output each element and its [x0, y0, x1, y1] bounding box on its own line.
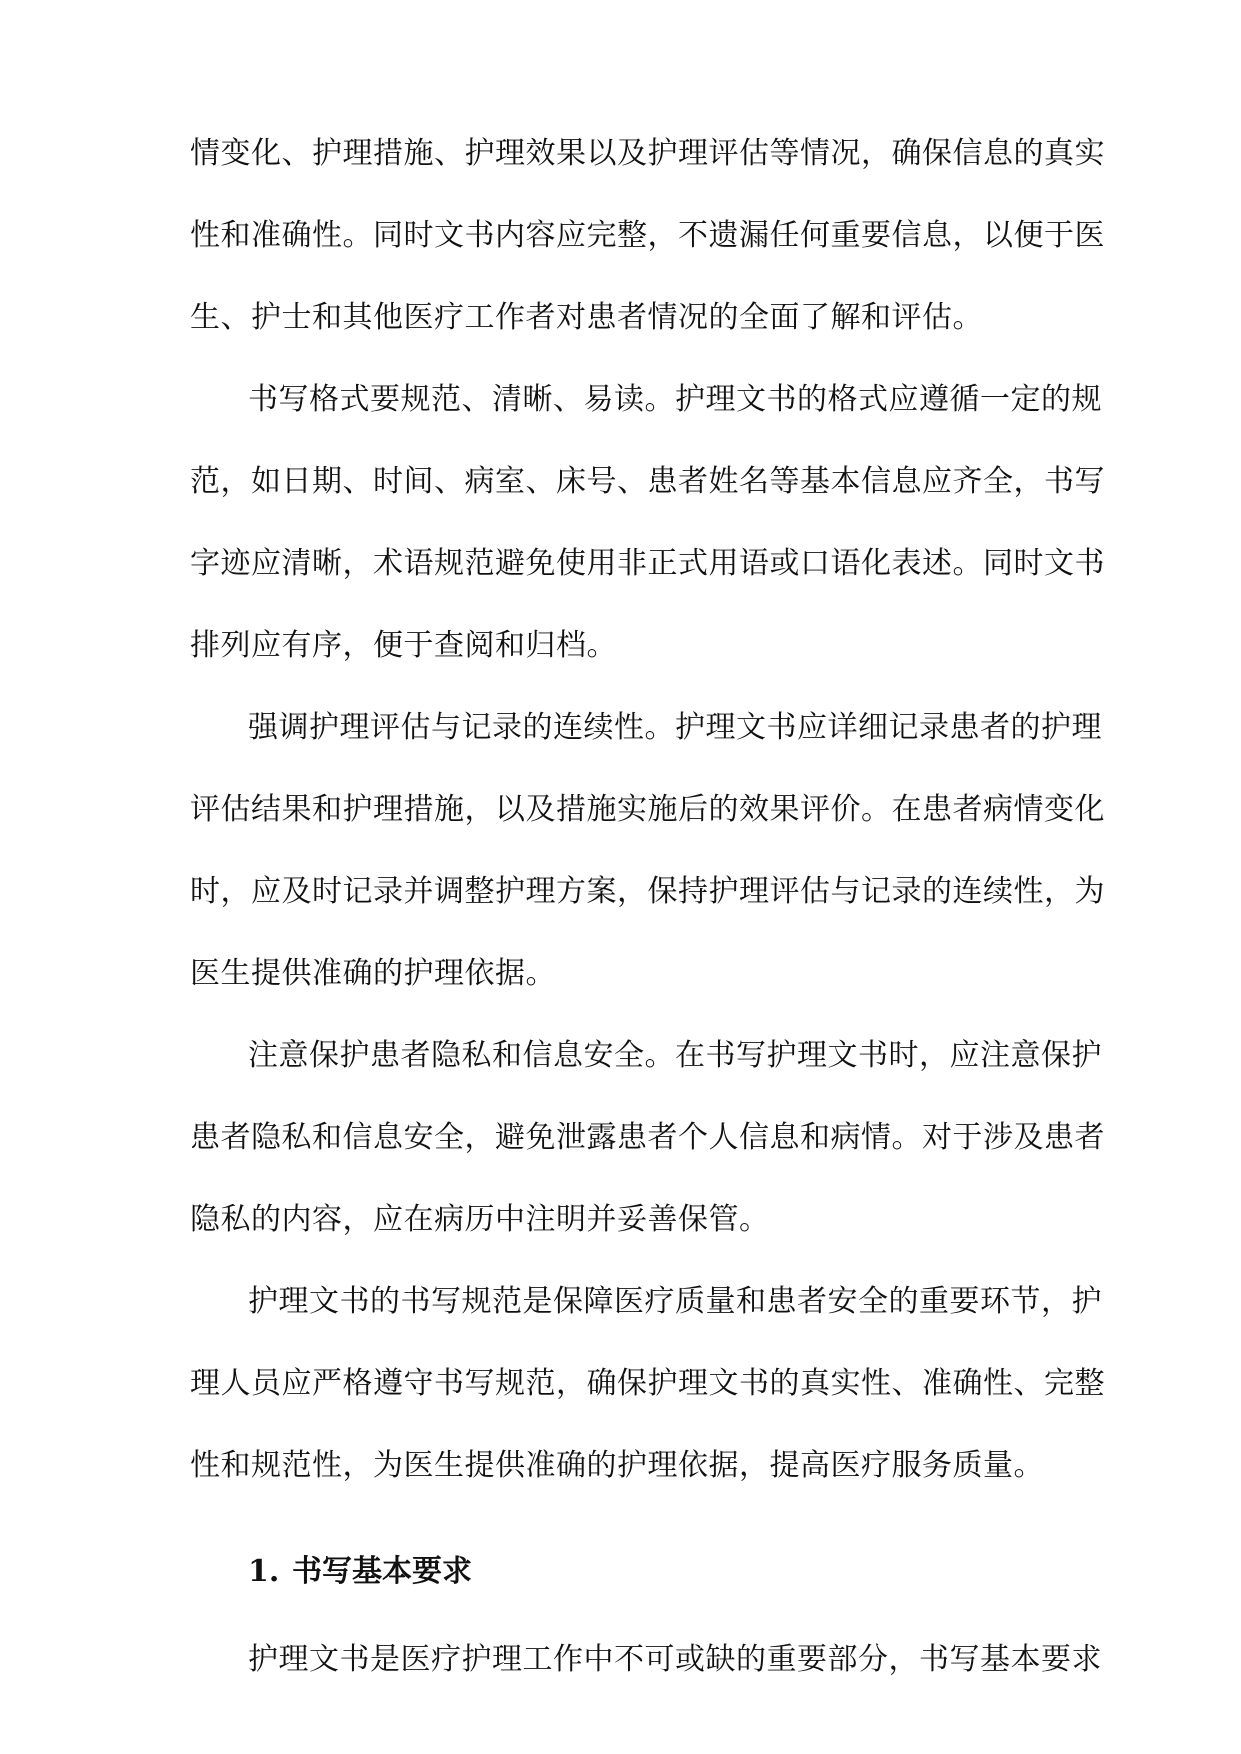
- paragraph-line: 排列应有序，便于查阅和归档。: [190, 628, 617, 663]
- paragraph-line: 范，如日期、时间、病室、床号、患者姓名等基本信息应齐全，书写: [190, 464, 1105, 499]
- paragraph-line: 护理文书是医疗护理工作中不可或缺的重要部分，书写基本要求: [248, 1642, 1102, 1677]
- section-number: 1.: [248, 1554, 280, 1589]
- paragraph-line: 情变化、护理措施、护理效果以及护理评估等情况，确保信息的真实: [190, 136, 1105, 171]
- paragraph-line: 理人员应严格遵守书写规范，确保护理文书的真实性、准确性、完整: [190, 1366, 1105, 1401]
- paragraph-line: 性和准确性。同时文书内容应完整，不遗漏任何重要信息，以便于医: [190, 218, 1105, 253]
- paragraph-line: 隐私的内容，应在病历中注明并妥善保管。: [190, 1202, 770, 1237]
- paragraph-line: 时，应及时记录并调整护理方案，保持护理评估与记录的连续性，为: [190, 874, 1105, 909]
- paragraph-line: 评估结果和护理措施，以及措施实施后的效果评价。在患者病情变化: [190, 792, 1105, 827]
- paragraph-line: 强调护理评估与记录的连续性。护理文书应详细记录患者的护理: [248, 710, 1102, 745]
- paragraph-line: 医生提供准确的护理依据。: [190, 956, 556, 991]
- paragraph-line: 性和规范性，为医生提供准确的护理依据，提高医疗服务质量。: [190, 1448, 1044, 1483]
- section-title: 书写基本要求: [292, 1554, 472, 1589]
- paragraph-line: 书写格式要规范、清晰、易读。护理文书的格式应遵循一定的规: [248, 382, 1102, 417]
- section-heading: [248, 1552, 472, 1592]
- paragraph-line: 注意保护患者隐私和信息安全。在书写护理文书时，应注意保护: [248, 1038, 1102, 1073]
- paragraph-line: 生、护士和其他医疗工作者对患者情况的全面了解和评估。: [190, 300, 983, 335]
- paragraph-line: 护理文书的书写规范是保障医疗质量和患者安全的重要环节，护: [248, 1284, 1102, 1319]
- paragraph-line: 患者隐私和信息安全，避免泄露患者个人信息和病情。对于涉及患者: [190, 1120, 1105, 1155]
- paragraph-line: 字迹应清晰，术语规范避免使用非正式用语或口语化表述。同时文书: [190, 546, 1105, 581]
